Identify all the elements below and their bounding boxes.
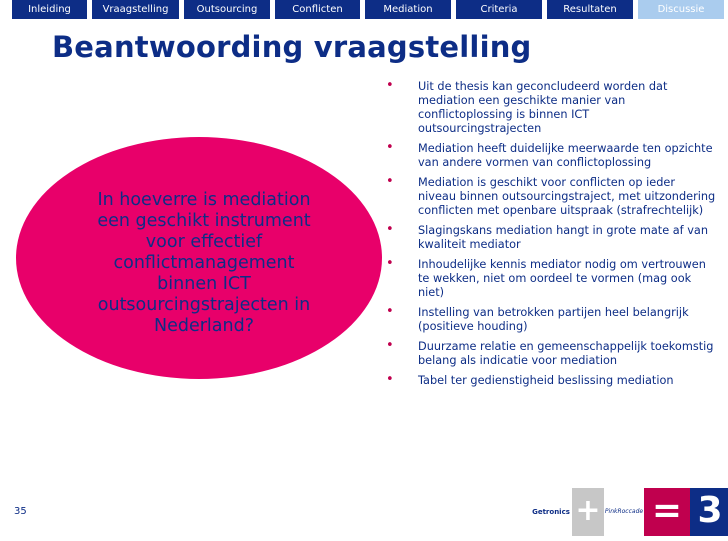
page-number: 35 xyxy=(14,506,27,517)
bullet-icon: • xyxy=(386,256,394,271)
top-navigation xyxy=(0,0,728,19)
equals-icon: = xyxy=(644,488,690,536)
list-item: • Mediation heeft duidelijke meerwaarde ten opzichte van andere vormen van conflictoplossing xyxy=(386,140,713,169)
bullet-icon: • xyxy=(386,304,394,319)
tab-conflicten[interactable]: Conflicten xyxy=(275,0,360,19)
bullet-icon: • xyxy=(386,140,394,155)
list-item: • Slagingskans mediation hangt in grote mate af van kwaliteit mediator xyxy=(386,222,709,251)
tab-outsourcing[interactable]: Outsourcing xyxy=(184,0,270,19)
list-item: • Duurzame relatie en gemeenschappelijk toekomstig belang als indicatie voor mediation xyxy=(386,338,714,367)
slide-title: Beantwoording vraagstelling xyxy=(52,30,532,64)
tab-criteria[interactable]: Criteria xyxy=(456,0,542,19)
three-logo: 3 xyxy=(690,488,728,536)
list-item: • Instelling van betrokken partijen heel belangrijk (positieve houding) xyxy=(386,304,689,333)
question-ellipse xyxy=(14,134,384,384)
bullet-icon: • xyxy=(386,78,394,93)
bullet-icon: • xyxy=(386,222,394,237)
bullet-icon: • xyxy=(386,338,394,353)
pinkroccade-logo: PinkRoccade xyxy=(604,488,644,536)
list-item: • Uit de thesis kan geconcludeerd worden dat mediation een geschikte manier van conflictoplossing is binnen ICT outsourcingstrajecten xyxy=(386,78,668,135)
tab-resultaten[interactable]: Resultaten xyxy=(547,0,633,19)
tab-inleiding[interactable]: Inleiding xyxy=(12,0,87,19)
tab-discussie[interactable]: Discussie xyxy=(638,0,724,19)
bullet-icon: • xyxy=(386,372,394,387)
research-question: In hoeverre is mediation een geschikt instrument voor effectief conflictmanagement binnen ICT outsourcingstrajecten in Nederland? xyxy=(97,190,311,336)
conclusion-list xyxy=(386,80,716,394)
list-item: • Mediation is geschikt voor conflicten op ieder niveau binnen outsourcingstraject, met uitzondering conflicten met openbare uitspraak (strafrechtelijk) xyxy=(386,174,716,217)
tab-mediation[interactable]: Mediation xyxy=(365,0,451,19)
list-item: • Tabel ter gedienstigheid beslissing mediation xyxy=(386,372,674,387)
plus-icon: + xyxy=(572,488,604,536)
tab-vraagstelling[interactable]: Vraagstelling xyxy=(92,0,179,19)
getronics-logo: Getronics xyxy=(530,488,572,536)
list-item: • Inhoudelijke kennis mediator nodig om vertrouwen te wekken, niet om oordeel te vormen (mag ook niet) xyxy=(386,256,706,299)
bullet-icon: • xyxy=(386,174,394,189)
